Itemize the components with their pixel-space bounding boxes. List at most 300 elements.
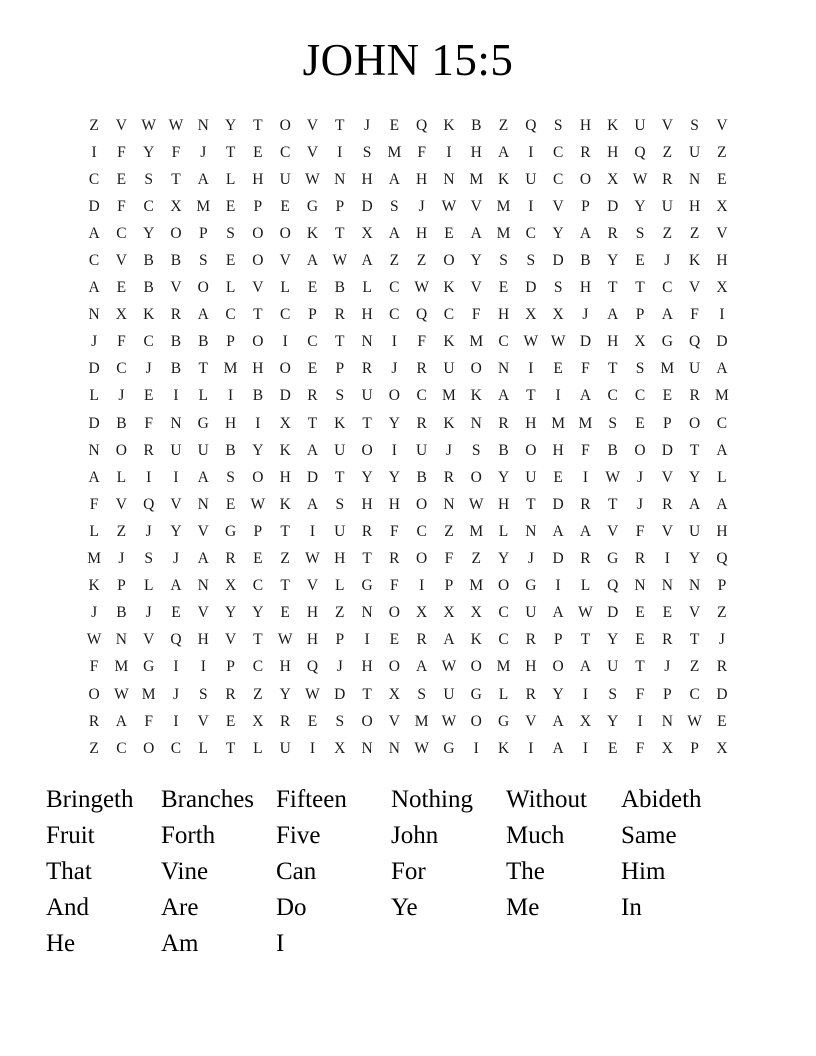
grid-letter-cell[interactable]: Q	[716, 550, 728, 568]
grid-letter-cell[interactable]: V	[716, 116, 728, 134]
grid-letter-cell[interactable]: Z	[253, 685, 263, 703]
grid-letter-cell[interactable]: Z	[689, 224, 700, 242]
grid-letter-cell[interactable]: A	[470, 224, 482, 242]
grid-letter-cell[interactable]: X	[716, 739, 728, 757]
grid-letter-cell[interactable]: W	[441, 658, 457, 676]
grid-letter-cell[interactable]: I	[473, 739, 479, 757]
grid-letter-cell[interactable]: Y	[388, 414, 400, 432]
grid-letter-cell[interactable]: X	[634, 333, 646, 351]
grid-letter-cell[interactable]: I	[528, 197, 534, 215]
grid-letter-cell[interactable]: F	[117, 333, 126, 351]
grid-letter-cell[interactable]: H	[416, 224, 428, 242]
grid-letter-cell[interactable]: T	[253, 631, 263, 649]
grid-letter-cell[interactable]: A	[661, 306, 673, 324]
grid-letter-cell[interactable]: O	[689, 414, 701, 432]
grid-letter-cell[interactable]: E	[116, 279, 127, 297]
grid-letter-cell[interactable]: T	[526, 495, 536, 513]
grid-letter-cell[interactable]: I	[664, 550, 670, 568]
grid-letter-cell[interactable]: D	[334, 685, 346, 703]
grid-letter-cell[interactable]: F	[144, 414, 153, 432]
grid-letter-cell[interactable]: O	[497, 577, 510, 595]
grid-letter-cell[interactable]: S	[226, 468, 235, 486]
grid-letter-cell[interactable]: I	[146, 468, 152, 486]
grid-letter-cell[interactable]: O	[388, 658, 400, 676]
grid-letter-cell[interactable]: O	[361, 441, 373, 459]
grid-letter-cell[interactable]: R	[443, 468, 455, 486]
grid-letter-cell[interactable]: C	[116, 360, 127, 378]
grid-letter-cell[interactable]: D	[525, 279, 537, 297]
grid-letter-cell[interactable]: A	[716, 441, 728, 459]
grid-letter-cell[interactable]: O	[197, 279, 209, 297]
grid-letter-cell[interactable]: Y	[497, 550, 510, 568]
grid-letter-cell[interactable]: O	[252, 252, 264, 270]
grid-letter-cell[interactable]: C	[170, 739, 182, 757]
grid-letter-cell[interactable]: L	[198, 739, 208, 757]
grid-letter-cell[interactable]: N	[497, 360, 510, 378]
grid-letter-cell[interactable]: L	[498, 685, 509, 703]
grid-letter-cell[interactable]: C	[498, 604, 509, 622]
grid-letter-cell[interactable]: R	[416, 360, 427, 378]
grid-letter-cell[interactable]: N	[388, 739, 400, 757]
grid-letter-cell[interactable]: V	[470, 197, 482, 215]
grid-letter-cell[interactable]: J	[91, 333, 98, 351]
grid-letter-cell[interactable]: E	[253, 143, 263, 161]
grid-letter-cell[interactable]: R	[525, 631, 536, 649]
grid-letter-cell[interactable]: C	[225, 306, 236, 324]
grid-letter-cell[interactable]: C	[116, 739, 127, 757]
grid-letter-cell[interactable]: X	[443, 604, 455, 622]
grid-letter-cell[interactable]: D	[607, 197, 619, 215]
grid-letter-cell[interactable]: R	[88, 712, 100, 730]
grid-letter-cell[interactable]: S	[635, 360, 645, 378]
grid-letter-cell[interactable]: Z	[335, 604, 345, 622]
grid-letter-cell[interactable]: T	[280, 522, 290, 540]
grid-letter-cell[interactable]: K	[607, 116, 619, 134]
grid-letter-cell[interactable]: E	[389, 116, 400, 134]
grid-letter-cell[interactable]: M	[87, 550, 101, 568]
grid-letter-cell[interactable]: H	[607, 333, 619, 351]
grid-letter-cell[interactable]: I	[555, 387, 561, 405]
grid-letter-cell[interactable]: H	[252, 170, 264, 188]
grid-letter-cell[interactable]: T	[635, 279, 645, 297]
grid-letter-cell[interactable]: A	[497, 387, 510, 405]
grid-letter-cell[interactable]: W	[305, 685, 320, 703]
grid-letter-cell[interactable]: G	[497, 712, 510, 730]
grid-letter-cell[interactable]: T	[171, 170, 181, 188]
word-list-item[interactable]: Without	[506, 785, 587, 813]
grid-letter-cell[interactable]: F	[581, 441, 590, 459]
grid-letter-cell[interactable]: R	[634, 550, 646, 568]
grid-letter-cell[interactable]: Y	[634, 197, 646, 215]
grid-letter-cell[interactable]: A	[388, 170, 400, 188]
grid-letter-cell[interactable]: C	[88, 170, 100, 188]
grid-letter-cell[interactable]: U	[443, 685, 455, 703]
grid-letter-cell[interactable]: R	[416, 414, 427, 432]
grid-letter-cell[interactable]: J	[637, 495, 644, 513]
grid-letter-cell[interactable]: X	[334, 739, 346, 757]
grid-letter-cell[interactable]: X	[416, 604, 428, 622]
grid-letter-cell[interactable]: T	[280, 577, 290, 595]
grid-letter-cell[interactable]: R	[143, 441, 154, 459]
grid-letter-cell[interactable]: W	[305, 170, 320, 188]
grid-letter-cell[interactable]: N	[689, 577, 701, 595]
grid-letter-cell[interactable]: R	[662, 170, 673, 188]
word-list-item[interactable]: Branches	[161, 785, 255, 813]
grid-letter-cell[interactable]: A	[115, 712, 127, 730]
grid-letter-cell[interactable]: L	[253, 739, 263, 757]
grid-letter-cell[interactable]: N	[361, 333, 373, 351]
grid-letter-cell[interactable]: S	[608, 414, 618, 432]
grid-letter-cell[interactable]: C	[389, 306, 400, 324]
grid-letter-cell[interactable]: S	[690, 116, 699, 134]
grid-letter-cell[interactable]: H	[252, 360, 264, 378]
grid-letter-cell[interactable]: Z	[89, 116, 99, 134]
grid-letter-cell[interactable]: I	[528, 360, 534, 378]
grid-letter-cell[interactable]: Z	[498, 116, 509, 134]
grid-letter-cell[interactable]: C	[552, 170, 564, 188]
grid-letter-cell[interactable]: O	[416, 495, 428, 513]
grid-letter-cell[interactable]: L	[335, 577, 345, 595]
grid-letter-cell[interactable]: A	[306, 252, 319, 270]
grid-letter-cell[interactable]: N	[197, 116, 209, 134]
grid-letter-cell[interactable]: Y	[607, 712, 619, 730]
word-list-item[interactable]: John	[391, 821, 439, 849]
grid-letter-cell[interactable]: C	[307, 333, 318, 351]
grid-letter-cell[interactable]: V	[689, 604, 701, 622]
grid-letter-cell[interactable]: N	[661, 577, 673, 595]
grid-letter-cell[interactable]: W	[523, 333, 539, 351]
grid-letter-cell[interactable]: O	[634, 441, 646, 459]
grid-letter-cell[interactable]: R	[279, 712, 291, 730]
grid-letter-cell[interactable]: Q	[607, 577, 619, 595]
grid-letter-cell[interactable]: O	[470, 712, 482, 730]
grid-letter-cell[interactable]: O	[252, 333, 264, 351]
word-list-item[interactable]: He	[46, 929, 76, 957]
grid-letter-cell[interactable]: X	[170, 197, 182, 215]
grid-letter-cell[interactable]: I	[309, 739, 316, 757]
grid-letter-cell[interactable]: O	[88, 685, 100, 703]
grid-letter-cell[interactable]: T	[253, 116, 263, 134]
grid-letter-cell[interactable]: N	[661, 712, 673, 730]
grid-letter-cell[interactable]: A	[88, 224, 100, 242]
grid-letter-cell[interactable]: C	[279, 143, 291, 161]
grid-letter-cell[interactable]: K	[443, 333, 455, 351]
grid-letter-cell[interactable]: E	[662, 604, 673, 622]
grid-letter-cell[interactable]: B	[143, 279, 154, 297]
grid-letter-cell[interactable]: V	[115, 116, 127, 134]
grid-letter-cell[interactable]: B	[170, 252, 182, 270]
grid-letter-cell[interactable]: W	[605, 468, 621, 486]
grid-letter-cell[interactable]: V	[143, 631, 155, 649]
grid-letter-cell[interactable]: H	[306, 631, 319, 649]
word-list-item[interactable]: In	[621, 893, 642, 921]
grid-letter-cell[interactable]: Y	[689, 550, 701, 568]
grid-letter-cell[interactable]: F	[171, 143, 181, 161]
grid-letter-cell[interactable]: A	[197, 550, 209, 568]
grid-letter-cell[interactable]: B	[116, 604, 127, 622]
grid-letter-cell[interactable]: M	[715, 387, 729, 405]
grid-letter-cell[interactable]: Q	[689, 333, 701, 351]
grid-letter-cell[interactable]: S	[198, 252, 208, 270]
grid-letter-cell[interactable]: W	[414, 279, 429, 297]
grid-letter-cell[interactable]: P	[335, 197, 345, 215]
grid-letter-cell[interactable]: Z	[389, 252, 400, 270]
grid-letter-cell[interactable]: T	[607, 279, 618, 297]
grid-letter-cell[interactable]: E	[307, 360, 318, 378]
grid-letter-cell[interactable]: K	[689, 252, 701, 270]
grid-letter-cell[interactable]: R	[716, 658, 728, 676]
grid-letter-cell[interactable]: D	[361, 197, 373, 215]
grid-letter-cell[interactable]: R	[662, 495, 673, 513]
grid-letter-cell[interactable]: Y	[361, 468, 373, 486]
word-list-item[interactable]: Nothing	[391, 785, 473, 813]
grid-letter-cell[interactable]: A	[388, 224, 400, 242]
grid-letter-cell[interactable]: L	[143, 577, 154, 595]
word-list-item[interactable]: Do	[276, 893, 307, 921]
grid-letter-cell[interactable]: I	[582, 685, 589, 703]
grid-letter-cell[interactable]: M	[578, 414, 593, 432]
grid-letter-cell[interactable]: R	[225, 550, 236, 568]
grid-letter-cell[interactable]: U	[525, 468, 537, 486]
grid-letter-cell[interactable]: T	[526, 387, 536, 405]
grid-letter-cell[interactable]: A	[579, 387, 592, 405]
grid-letter-cell[interactable]: I	[91, 143, 97, 161]
grid-letter-cell[interactable]: T	[335, 333, 345, 351]
grid-letter-cell[interactable]: I	[364, 631, 370, 649]
grid-letter-cell[interactable]: M	[496, 658, 511, 676]
grid-letter-cell[interactable]: M	[141, 685, 156, 703]
grid-letter-cell[interactable]: A	[443, 631, 455, 649]
grid-letter-cell[interactable]: R	[662, 631, 673, 649]
grid-letter-cell[interactable]: V	[661, 116, 673, 134]
grid-letter-cell[interactable]: D	[88, 197, 100, 215]
grid-letter-cell[interactable]: G	[470, 685, 482, 703]
grid-letter-cell[interactable]: A	[579, 658, 592, 676]
grid-letter-cell[interactable]: X	[115, 306, 127, 324]
grid-letter-cell[interactable]: W	[687, 712, 702, 730]
grid-letter-cell[interactable]: G	[361, 577, 373, 595]
grid-letter-cell[interactable]: T	[307, 414, 318, 432]
grid-letter-cell[interactable]: B	[170, 333, 182, 351]
grid-letter-cell[interactable]: X	[579, 712, 592, 730]
grid-letter-cell[interactable]: U	[334, 441, 346, 459]
grid-letter-cell[interactable]: F	[117, 197, 126, 215]
grid-letter-cell[interactable]: Y	[143, 224, 155, 242]
grid-letter-cell[interactable]: E	[635, 414, 645, 432]
word-list-item[interactable]: And	[46, 893, 90, 921]
grid-letter-cell[interactable]: S	[144, 170, 153, 188]
grid-letter-cell[interactable]: H	[689, 197, 701, 215]
grid-letter-cell[interactable]: X	[525, 306, 537, 324]
grid-letter-cell[interactable]: L	[116, 468, 127, 486]
grid-letter-cell[interactable]: F	[581, 360, 590, 378]
grid-letter-cell[interactable]: H	[416, 170, 428, 188]
grid-letter-cell[interactable]: C	[443, 306, 455, 324]
word-list-item[interactable]: Five	[276, 821, 321, 849]
grid-letter-cell[interactable]: W	[250, 495, 266, 513]
grid-letter-cell[interactable]: E	[553, 360, 563, 378]
grid-letter-cell[interactable]: H	[197, 631, 209, 649]
grid-letter-cell[interactable]: A	[607, 306, 619, 324]
grid-letter-cell[interactable]: T	[335, 116, 345, 134]
grid-letter-cell[interactable]: A	[552, 522, 564, 540]
grid-letter-cell[interactable]: T	[362, 414, 372, 432]
grid-letter-cell[interactable]: R	[361, 360, 373, 378]
grid-letter-cell[interactable]: J	[418, 197, 425, 215]
grid-letter-cell[interactable]: A	[579, 522, 592, 540]
grid-letter-cell[interactable]: R	[580, 143, 591, 161]
grid-letter-cell[interactable]: J	[118, 550, 125, 568]
grid-letter-cell[interactable]: H	[552, 441, 564, 459]
grid-letter-cell[interactable]: C	[525, 224, 536, 242]
grid-letter-cell[interactable]: G	[443, 739, 455, 757]
word-list-item[interactable]: Fifteen	[276, 785, 347, 813]
grid-letter-cell[interactable]: C	[552, 143, 564, 161]
grid-letter-cell[interactable]: J	[391, 360, 398, 378]
grid-letter-cell[interactable]: E	[717, 712, 727, 730]
grid-letter-cell[interactable]: U	[361, 387, 373, 405]
grid-letter-cell[interactable]: A	[716, 360, 728, 378]
grid-letter-cell[interactable]: N	[689, 170, 701, 188]
grid-letter-cell[interactable]: X	[252, 712, 264, 730]
grid-letter-cell[interactable]: S	[362, 143, 372, 161]
grid-letter-cell[interactable]: R	[689, 387, 700, 405]
grid-letter-cell[interactable]: O	[143, 739, 155, 757]
grid-letter-cell[interactable]: I	[337, 143, 343, 161]
grid-letter-cell[interactable]: N	[361, 739, 373, 757]
grid-letter-cell[interactable]: Y	[388, 468, 400, 486]
word-list-item[interactable]: The	[506, 857, 545, 885]
grid-letter-cell[interactable]: K	[497, 739, 510, 757]
grid-letter-cell[interactable]: S	[471, 441, 481, 459]
grid-letter-cell[interactable]: U	[279, 170, 291, 188]
grid-letter-cell[interactable]: U	[634, 116, 646, 134]
grid-letter-cell[interactable]: V	[607, 522, 619, 540]
grid-letter-cell[interactable]: T	[225, 739, 236, 757]
grid-letter-cell[interactable]: I	[391, 441, 397, 459]
grid-letter-cell[interactable]: X	[716, 197, 728, 215]
grid-letter-cell[interactable]: S	[226, 224, 235, 242]
grid-letter-cell[interactable]: A	[416, 658, 428, 676]
grid-letter-cell[interactable]: H	[525, 414, 537, 432]
grid-letter-cell[interactable]: A	[361, 252, 373, 270]
grid-letter-cell[interactable]: Y	[470, 252, 482, 270]
grid-letter-cell[interactable]: R	[525, 685, 536, 703]
grid-letter-cell[interactable]: V	[306, 577, 319, 595]
grid-letter-cell[interactable]: V	[552, 197, 564, 215]
grid-letter-cell[interactable]: J	[145, 604, 152, 622]
grid-letter-cell[interactable]: T	[198, 360, 208, 378]
grid-letter-cell[interactable]: G	[661, 333, 673, 351]
grid-letter-cell[interactable]: O	[115, 441, 127, 459]
grid-letter-cell[interactable]: F	[390, 522, 399, 540]
grid-letter-cell[interactable]: L	[580, 577, 591, 595]
grid-letter-cell[interactable]: A	[197, 306, 209, 324]
grid-letter-cell[interactable]: L	[362, 279, 372, 297]
grid-letter-cell[interactable]: T	[607, 360, 618, 378]
word-list-item[interactable]: Vine	[161, 857, 209, 885]
grid-letter-cell[interactable]: V	[115, 495, 127, 513]
grid-letter-cell[interactable]: C	[143, 333, 154, 351]
grid-letter-cell[interactable]: D	[306, 468, 319, 486]
grid-letter-cell[interactable]: T	[362, 550, 372, 568]
word-list-item[interactable]: Same	[621, 821, 677, 849]
grid-letter-cell[interactable]: Z	[280, 550, 290, 568]
grid-letter-cell[interactable]: L	[89, 522, 99, 540]
grid-letter-cell[interactable]: E	[635, 604, 645, 622]
grid-letter-cell[interactable]: A	[716, 495, 728, 513]
grid-letter-cell[interactable]: R	[307, 387, 318, 405]
grid-letter-cell[interactable]: W	[468, 495, 484, 513]
grid-letter-cell[interactable]: J	[664, 658, 671, 676]
word-list-item[interactable]: Me	[506, 893, 540, 921]
grid-letter-cell[interactable]: E	[498, 279, 509, 297]
grid-letter-cell[interactable]: C	[498, 333, 509, 351]
grid-letter-cell[interactable]: I	[173, 387, 179, 405]
grid-letter-cell[interactable]: I	[173, 658, 179, 676]
grid-letter-cell[interactable]: H	[716, 252, 728, 270]
grid-letter-cell[interactable]: O	[279, 224, 291, 242]
grid-letter-cell[interactable]: U	[689, 360, 701, 378]
grid-letter-cell[interactable]: G	[224, 522, 237, 540]
grid-letter-cell[interactable]: I	[446, 143, 452, 161]
grid-letter-cell[interactable]: N	[525, 522, 537, 540]
word-list-item[interactable]: I	[276, 929, 285, 957]
grid-letter-cell[interactable]: B	[416, 468, 427, 486]
grid-letter-cell[interactable]: C	[279, 306, 291, 324]
grid-letter-cell[interactable]: V	[115, 252, 127, 270]
grid-letter-cell[interactable]: U	[689, 522, 701, 540]
grid-letter-cell[interactable]: X	[224, 577, 237, 595]
grid-letter-cell[interactable]: Y	[607, 252, 619, 270]
grid-letter-cell[interactable]: V	[197, 604, 209, 622]
grid-letter-cell[interactable]: I	[173, 468, 179, 486]
grid-letter-cell[interactable]: B	[170, 360, 182, 378]
grid-letter-cell[interactable]: X	[607, 170, 619, 188]
grid-letter-cell[interactable]: S	[390, 197, 399, 215]
grid-letter-cell[interactable]: C	[252, 577, 264, 595]
grid-letter-cell[interactable]: Q	[525, 116, 537, 134]
grid-letter-cell[interactable]: A	[552, 604, 564, 622]
grid-letter-cell[interactable]: O	[252, 224, 264, 242]
grid-letter-cell[interactable]: W	[86, 631, 102, 649]
grid-letter-cell[interactable]: M	[414, 712, 429, 730]
grid-letter-cell[interactable]: E	[635, 631, 645, 649]
grid-letter-cell[interactable]: E	[225, 712, 236, 730]
grid-letter-cell[interactable]: X	[470, 604, 482, 622]
grid-letter-cell[interactable]: X	[716, 279, 728, 297]
grid-letter-cell[interactable]: V	[716, 224, 728, 242]
grid-letter-cell[interactable]: F	[89, 658, 99, 676]
grid-letter-cell[interactable]: W	[114, 685, 129, 703]
grid-letter-cell[interactable]: P	[444, 577, 454, 595]
grid-letter-cell[interactable]: H	[579, 279, 592, 297]
grid-letter-cell[interactable]: G	[143, 658, 155, 676]
grid-letter-cell[interactable]: A	[197, 468, 209, 486]
grid-letter-cell[interactable]: H	[716, 522, 728, 540]
grid-letter-cell[interactable]: E	[607, 739, 618, 757]
grid-letter-cell[interactable]: U	[334, 522, 346, 540]
grid-letter-cell[interactable]: I	[719, 306, 725, 324]
grid-letter-cell[interactable]: M	[223, 360, 238, 378]
grid-letter-cell[interactable]: Y	[689, 468, 701, 486]
grid-letter-cell[interactable]: C	[689, 685, 700, 703]
grid-letter-cell[interactable]: I	[582, 468, 589, 486]
grid-letter-cell[interactable]: R	[416, 631, 427, 649]
grid-letter-cell[interactable]: C	[416, 522, 427, 540]
grid-letter-cell[interactable]: M	[442, 387, 456, 405]
grid-letter-cell[interactable]: F	[390, 577, 399, 595]
